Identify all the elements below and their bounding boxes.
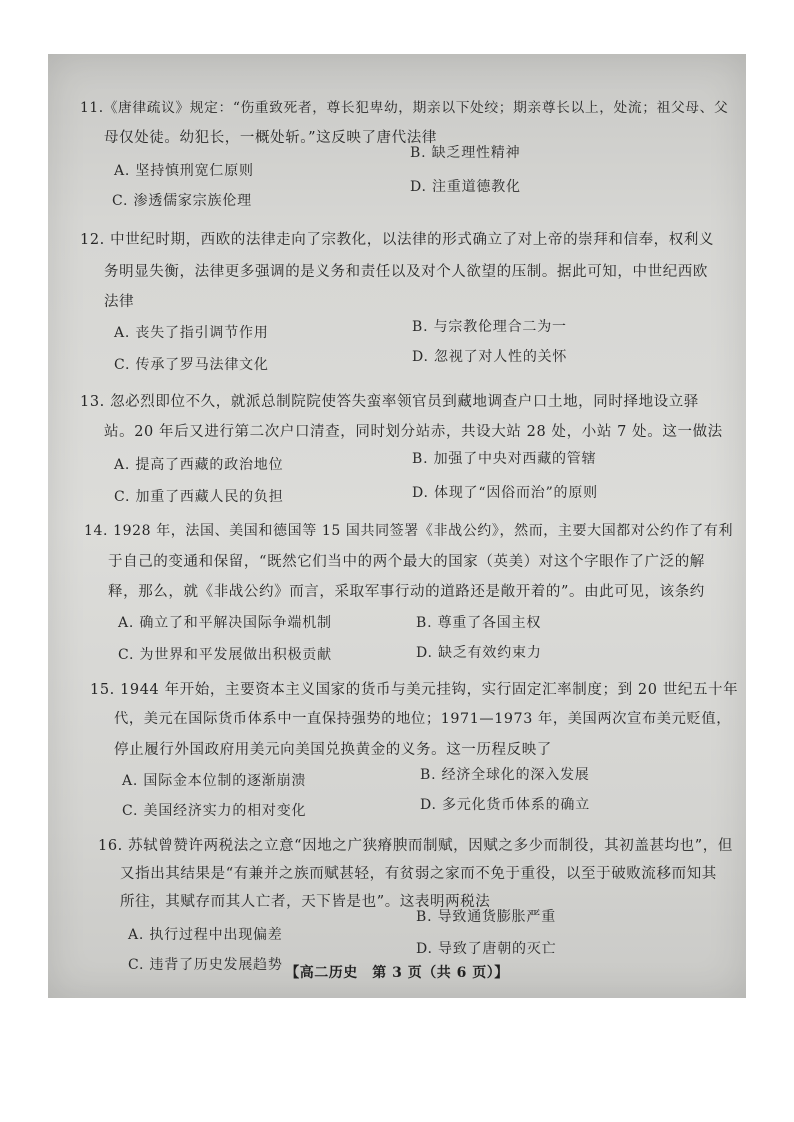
question-11-line-1: 11.《唐律疏议》规定：“伤重致死者，尊长犯卑幼，期亲以下处绞；期亲尊长以上，处流；祖父母、父: [80, 100, 729, 116]
question-16-line-3: 所往，其赋存而其人亡者，天下皆是也”。这表明两税法: [120, 894, 491, 910]
option-a: A. 提高了西藏的政治地位: [114, 457, 284, 473]
option-d: D. 导致了唐朝的灭亡: [416, 941, 557, 957]
question-15-line-3: 停止履行外国政府用美元向美国兑换黄金的义务。这一历程反映了: [114, 742, 552, 758]
question-12-line-1: 12. 中世纪时期，西欧的法律走向了宗教化，以法律的形式确立了对上帝的崇拜和信奉，权利义: [80, 232, 715, 248]
option-d: D. 缺乏有效约束力: [416, 645, 542, 661]
question-14-line-2: 于自己的变通和保留，“既然它们当中的两个最大的国家（英美）对这个字眼作了广泛的解: [108, 554, 705, 570]
option-b: B. 与宗教伦理合二为一: [412, 319, 567, 335]
option-b: B. 加强了中央对西藏的管辖: [412, 451, 597, 467]
option-b: B. 尊重了各国主权: [416, 615, 542, 631]
question-16-line-1: 16. 苏轼曾赞许两税法之立意“因地之广狭瘠腴而制赋，因赋之多少而制役，其初盖甚均也”，但: [98, 838, 733, 854]
page-footer: 【高二历史 第 3 页（共 6 页）】: [285, 965, 509, 981]
option-a: A. 执行过程中出现偏差: [128, 927, 283, 943]
option-d: D. 体现了“因俗而治”的原则: [412, 485, 598, 501]
option-a: A. 丧失了指引调节作用: [114, 325, 269, 341]
option-c: C. 为世界和平发展做出积极贡献: [118, 647, 332, 663]
option-b: B. 导致通货膨胀严重: [416, 909, 556, 925]
option-d: D. 忽视了对人性的关怀: [412, 349, 568, 365]
option-a: A. 确立了和平解决国际争端机制: [118, 615, 332, 631]
option-c: C. 加重了西藏人民的负担: [114, 489, 284, 505]
question-15-line-1: 15. 1944 年开始，主要资本主义国家的货币与美元挂钩，实行固定汇率制度；到 20 世纪五十年: [90, 682, 739, 698]
option-b: B. 缺乏理性精神: [410, 145, 521, 161]
option-a: A. 国际金本位制的逐渐崩溃: [122, 773, 307, 789]
question-15-line-2: 代，美元在国际货币体系中一直保持强势的地位；1971—1973 年，美国两次宣布美元贬值，: [114, 711, 732, 727]
question-13-line-1: 13. 忽必烈即位不久，就派总制院院使答失蛮率领官员到藏地调查户口土地，同时择地设立驿: [80, 394, 699, 410]
option-b: B. 经济全球化的深入发展: [420, 767, 590, 783]
question-12-line-3: 法律: [104, 294, 135, 310]
option-c: C. 传承了罗马法律文化: [114, 357, 269, 373]
option-c: C. 违背了历史发展趋势: [128, 957, 283, 973]
question-11-line-2: 母仅处徒。幼犯长，一概处斩。”这反映了唐代法律: [104, 130, 437, 146]
question-14-line-3: 释，那么，就《非战公约》而言，采取军事行动的道路还是敞开着的”。由此可见，该条约: [108, 584, 705, 600]
question-13-line-2: 站。20 年后又进行第二次户口清查，同时划分站赤，共设大站 28 处，小站 7 处。这一做法: [104, 424, 723, 440]
option-d: D. 多元化货币体系的确立: [420, 797, 591, 813]
exam-page-photo: [48, 54, 746, 998]
option-a: A. 坚持慎刑宽仁原则: [114, 163, 254, 179]
option-c: C. 美国经济实力的相对变化: [122, 803, 307, 819]
question-12-line-2: 务明显失衡，法律更多强调的是义务和责任以及对个人欲望的压制。据此可知，中世纪西欧: [104, 264, 708, 280]
question-16-line-2: 又指出其结果是“有兼并之族而赋甚轻，有贫弱之家而不免于重役，以至于破败流移而知其: [120, 866, 717, 882]
option-c: C. 渗透儒家宗族伦理: [112, 193, 252, 209]
question-14-line-1: 14. 1928 年，法国、美国和德国等 15 国共同签署《非战公约》，然而，主要大国都对公约作了有利: [84, 523, 734, 539]
option-d: D. 注重道德教化: [410, 179, 521, 195]
